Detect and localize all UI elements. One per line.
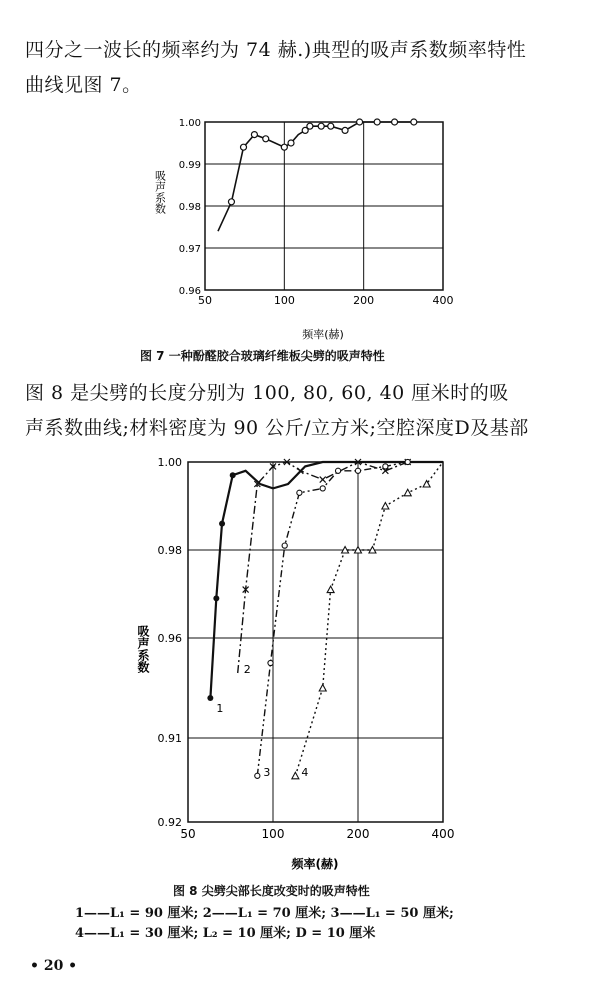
figure-8-legend-line-2: 4——L₁ = 30 厘米; L₂ = 10 厘米; D = 10 厘米 [75,926,376,941]
fig7-data-point [307,123,313,129]
fig8-series-3-point [297,490,302,495]
fig8-series-2-point [320,477,326,483]
page-number: • 20 • [30,958,78,974]
fig8-plot-frame [188,462,443,822]
fig7-series-line [218,122,414,231]
fig7-series [218,119,417,231]
fig8-series-1-point [219,521,225,527]
figure-8-caption: 图 8 尖劈尖部长度改变时的吸声特性 [173,884,370,898]
body-text-line-4: 声系数曲线;材料密度为 90 公斤/立方米;空腔深度D及基部 [25,417,529,439]
fig8-series-3-point [268,660,273,665]
fig8-series-4-point [319,685,326,692]
fig8-x-tick-label: 400 [431,827,455,841]
fig8-grid [188,462,443,822]
fig7-data-point [281,144,287,150]
fig8-y-tick-label: 1.00 [157,456,182,469]
fig8-series-3-label: 3 [263,765,271,779]
fig7-y-tick-label: 0.97 [178,244,201,255]
fig7-data-point [374,119,380,125]
fig8-series-1-label: 1 [216,702,224,715]
fig7-data-point [318,123,324,129]
fig8-y-tick-label: 0.96 [157,632,182,645]
figure-8-legend-line-1: 1——L₁ = 90 厘米; 2——L₁ = 70 厘米; 3——L₁ = 50 厘米; [75,906,454,921]
fig8-series-3-point [355,468,360,473]
fig8-series-1-point [207,695,213,701]
figure-8-chart [0,450,608,880]
fig8-series-4-point [327,586,334,593]
fig8-tick-labels [158,456,455,841]
fig7-data-point [392,119,398,125]
fig7-x-tick-label: 50 [198,294,212,307]
fig7-data-point [228,199,234,205]
fig7-data-point [342,127,348,133]
fig8-series [207,459,443,779]
fig7-y-tick-label: 1.00 [178,118,201,129]
fig8-series-4-point [382,503,389,510]
fig7-y-tick-label: 0.96 [178,286,201,297]
fig7-y-tick-label: 0.99 [178,160,201,171]
fig8-x-tick-label: 50 [180,827,196,841]
fig8-y-tick-label: 0.92 [157,816,182,829]
fig8-x-tick-label: 100 [261,827,285,841]
fig8-y-tick-label: 0.91 [157,732,182,745]
fig7-x-tick-label: 100 [273,294,295,307]
fig7-data-point [357,119,363,125]
fig7-y-axis-label: 吸声系数 [153,170,167,214]
fig8-series-1-point [213,595,219,601]
fig7-x-tick-label: 400 [432,294,454,307]
figure-7-caption: 图 7 一种酚醛胶合玻璃纤维板尖劈的吸声特性 [140,349,385,363]
fig7-x-tick-label: 200 [353,294,375,307]
fig8-y-axis-label: 吸声系数 [136,625,150,673]
fig7-data-point [251,132,257,138]
fig8-series-4-label: 4 [301,765,309,779]
fig8-series-3-line [257,462,443,776]
fig8-x-axis-label: 频率(赫) [291,857,339,871]
fig7-data-point [288,140,294,146]
fig8-series-1-point [230,472,236,478]
fig8-series-3-point [335,468,340,473]
fig7-data-point [241,144,247,150]
fig8-y-tick-label: 0.98 [157,544,182,557]
fig7-data-point [411,119,417,125]
body-text-line-1: 四分之一波长的频率约为 74 赫.)典型的吸声系数频率特性 [25,39,527,61]
fig8-series-3-point [320,486,325,491]
fig7-data-point [263,136,269,142]
fig7-data-point [328,123,334,129]
fig8-series-2-label: 2 [243,663,251,676]
fig8-series-3-point [383,464,388,469]
fig8-series-4-point [404,489,411,496]
body-text-line-2: 曲线见图 7。 [25,74,142,96]
fig8-series-4-line [295,462,443,776]
fig7-x-axis-label: 频率(赫) [302,328,344,341]
figure-7-chart [0,110,608,345]
fig7-tick-labels [179,118,454,307]
fig8-series-2-line [238,462,443,673]
fig8-series-3-point [282,543,287,548]
fig8-series-3-point [255,773,260,778]
fig7-y-tick-label: 0.98 [178,202,201,213]
fig8-series-3-point [405,459,410,464]
fig8-x-tick-label: 200 [346,827,370,841]
body-text-line-3: 图 8 是尖劈的长度分别为 100, 80, 60, 40 厘米时的吸 [25,382,509,404]
fig8-series-4-point [292,772,299,779]
